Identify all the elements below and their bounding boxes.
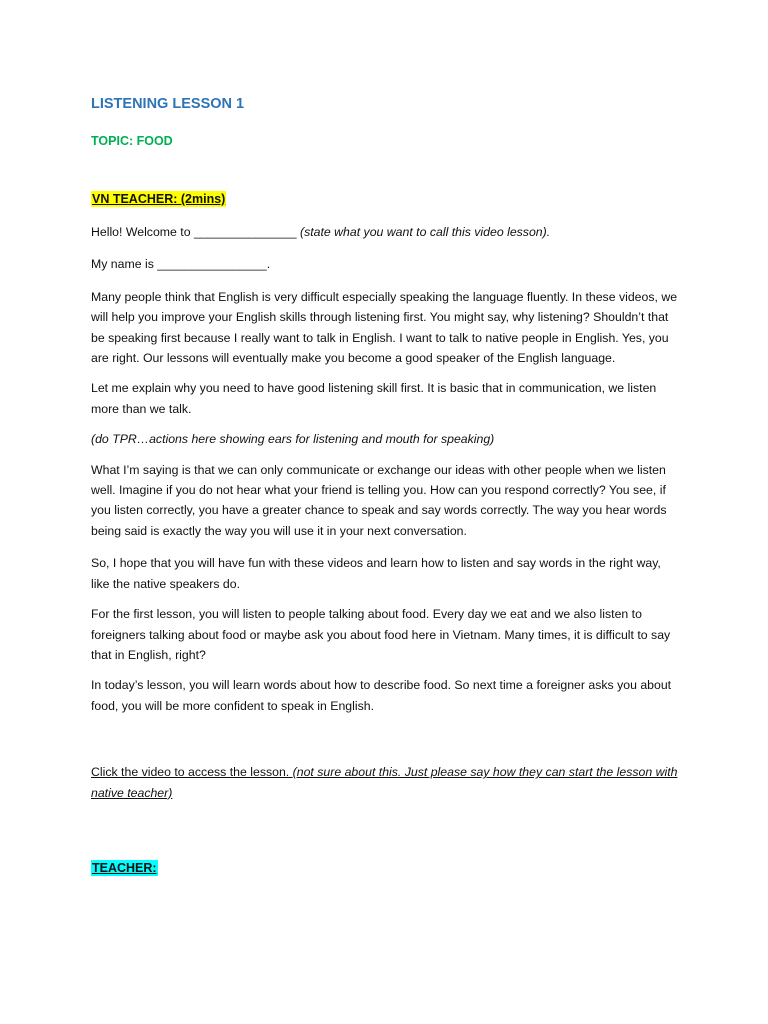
- paragraph-todays-lesson: In today’s lesson, you will learn words about how to describe food. So next time a foreigner asks you about food, you will be more confident to speak in English.: [91, 678, 672, 713]
- teacher-heading: TEACHER:: [92, 860, 157, 875]
- vn-teacher-heading: VN TEACHER: (2mins): [92, 192, 226, 206]
- name-line: My name is ________________.: [91, 257, 271, 272]
- tpr-note: (do TPR…actions here showing ears for listening and mouth for speaking): [91, 432, 495, 447]
- vn-teacher-heading-line: [91, 190, 681, 208]
- document-page: [91, 94, 681, 877]
- paragraph-explain: Let me explain why you need to have good listening skill first. It is basic that in communication, we listen more than we talk.: [91, 381, 657, 416]
- teacher-heading-line: [91, 859, 681, 877]
- paragraph-first-lesson: For the first lesson, you will listen to people talking about food. Every day we eat and we also listen to foreigners talking about food or maybe ask you about food here in Vietnam. Many times, it is difficult to say that in English, right?: [91, 607, 671, 662]
- click-instruction-note: (not sure about this. Just please say how they can start the lesson with native teacher): [91, 765, 678, 800]
- paragraph-intro: Many people think that English is very difficult especially speaking the language fluently. In these videos, we will help you improve your English skills through listening first. You might say, why listening? Shouldn’t that be speaking first because I really want to talk in English. I want to talk to native people in English. Yes, you are right. Our lessons will eventually make you become a good speaker of the English language.: [91, 289, 678, 366]
- welcome-line: [91, 222, 681, 242]
- paragraph-hope: So, I hope that you will have fun with these videos and learn how to listen and say words in the right way, like the native speakers do.: [91, 556, 661, 591]
- click-instruction: [91, 762, 681, 803]
- lesson-title: LISTENING LESSON 1: [91, 96, 245, 112]
- welcome-note: (state what you want to call this video lesson).: [299, 225, 551, 239]
- paragraph-communicate: What I’m saying is that we can only communicate or exchange our ideas with other people when we listen well. Imagine if you do not hear what your friend is telling you. How can you respond correctly? You see, if you listen correctly, you have a greater chance to speak and say words correctly. The way you hear words being said is exactly the way you will use it in your next conversation.: [91, 462, 667, 538]
- click-instruction-text: Click the video to access the lesson.: [91, 765, 293, 780]
- lesson-topic: TOPIC: FOOD: [91, 134, 173, 148]
- welcome-text: Hello! Welcome to _______________: [91, 225, 300, 239]
